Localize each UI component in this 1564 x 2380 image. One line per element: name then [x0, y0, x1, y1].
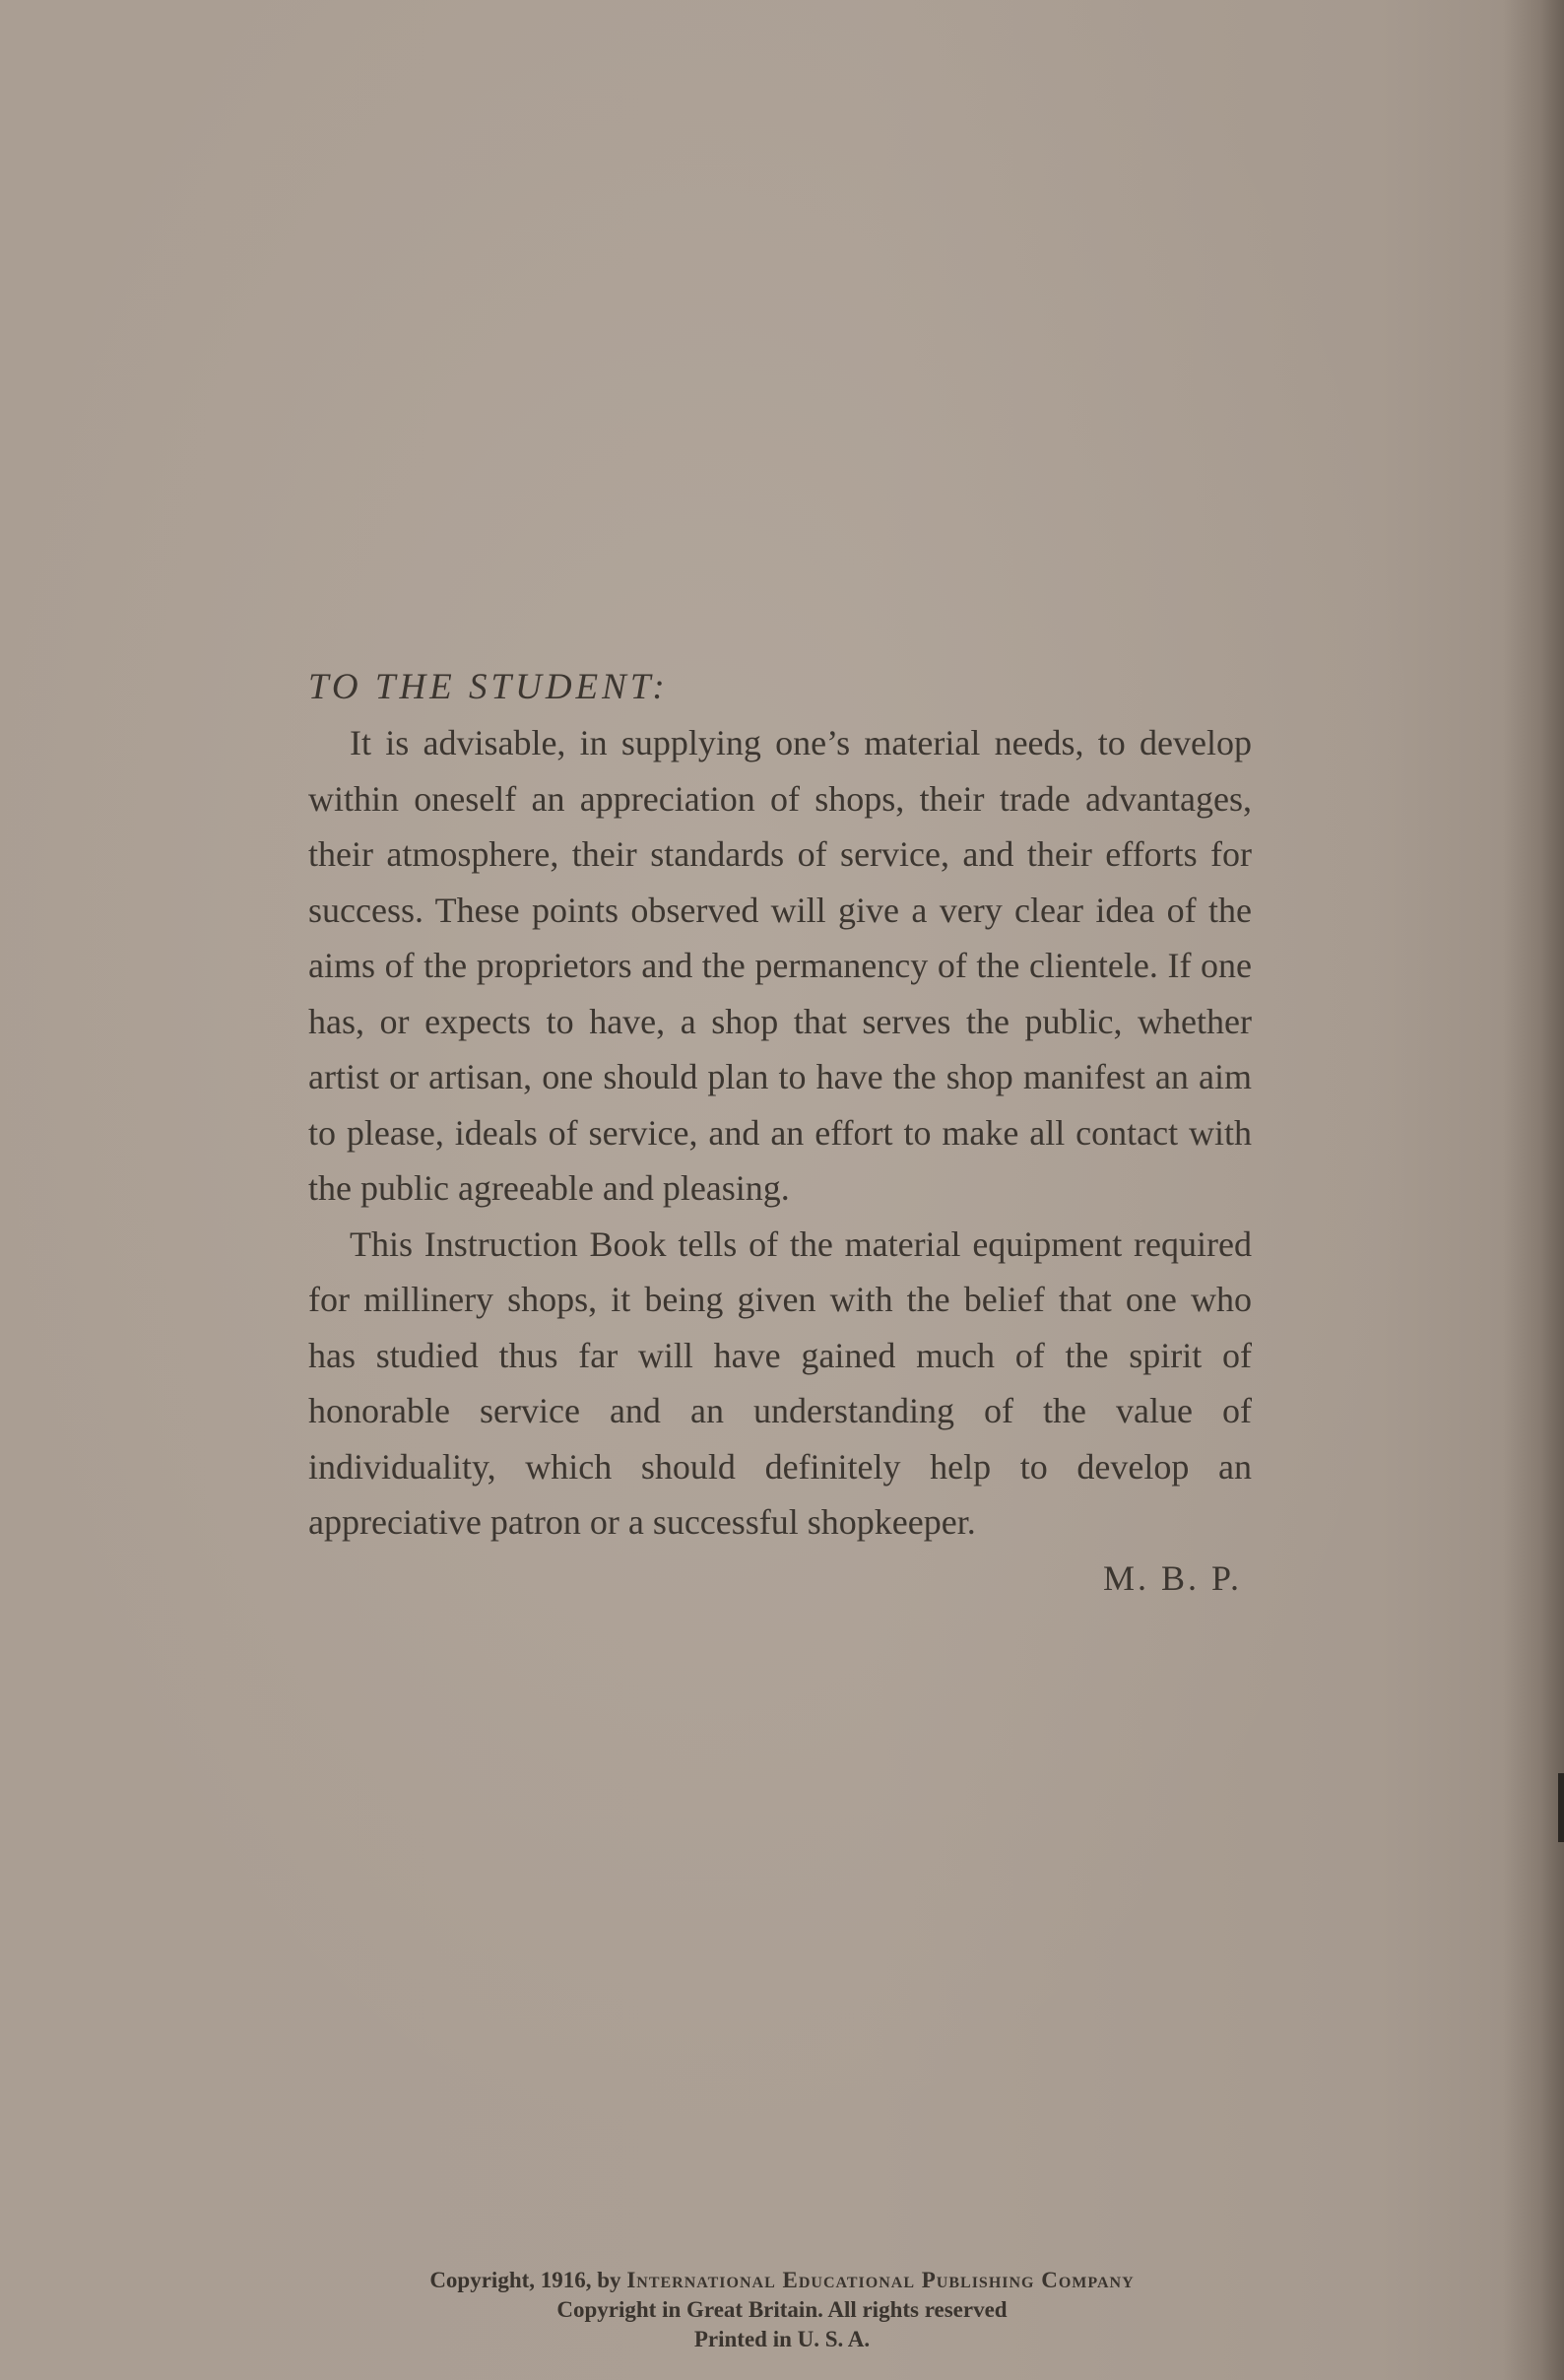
printed-in-line: Printed in U. S. A.: [693, 2327, 871, 2351]
copyright-line-1: [0, 2266, 1564, 2295]
page-spine-shadow: [1503, 0, 1564, 2380]
edge-mark: [1558, 1773, 1564, 1842]
foreword-section: [308, 660, 1252, 1606]
copyright-notice: [0, 2266, 1564, 2354]
copyright-line-2: Copyright in Great Britain. All rights reserved: [556, 2297, 1008, 2322]
foreword-heading: TO THE STUDENT:: [308, 667, 669, 707]
author-initials: M. B. P.: [1102, 1557, 1242, 1598]
foreword-paragraph-1: It is advisable, in supplying one’s material needs, to develop within oneself an appreciation of shops, their trade advantages, their atmosphere, their standards of service, and their efforts for success. These points observed will give a very clear idea of the aims of the proprietors and the permanency of the clientele. If one has, or expects to have, a shop that serves the public, whether artist or artisan, one should plan to have the shop manifest an aim to please, ideals of service, and an effort to make all contact with the public agreeable and pleasing.: [308, 723, 1252, 1208]
publisher-name: International Educational Publishing Company: [626, 2268, 1135, 2292]
copyright-prefix: Copyright, 1916, by: [429, 2268, 621, 2292]
foreword-paragraph-2: This Instruction Book tells of the material equipment required for millinery shops, it being given with the belief that one who has studied thus far will have gained much of the spirit of honorable service and an understanding of the value of individuality, which should definitely help to develop an appreciative patron or a successful shopkeeper.: [308, 1223, 1252, 1542]
